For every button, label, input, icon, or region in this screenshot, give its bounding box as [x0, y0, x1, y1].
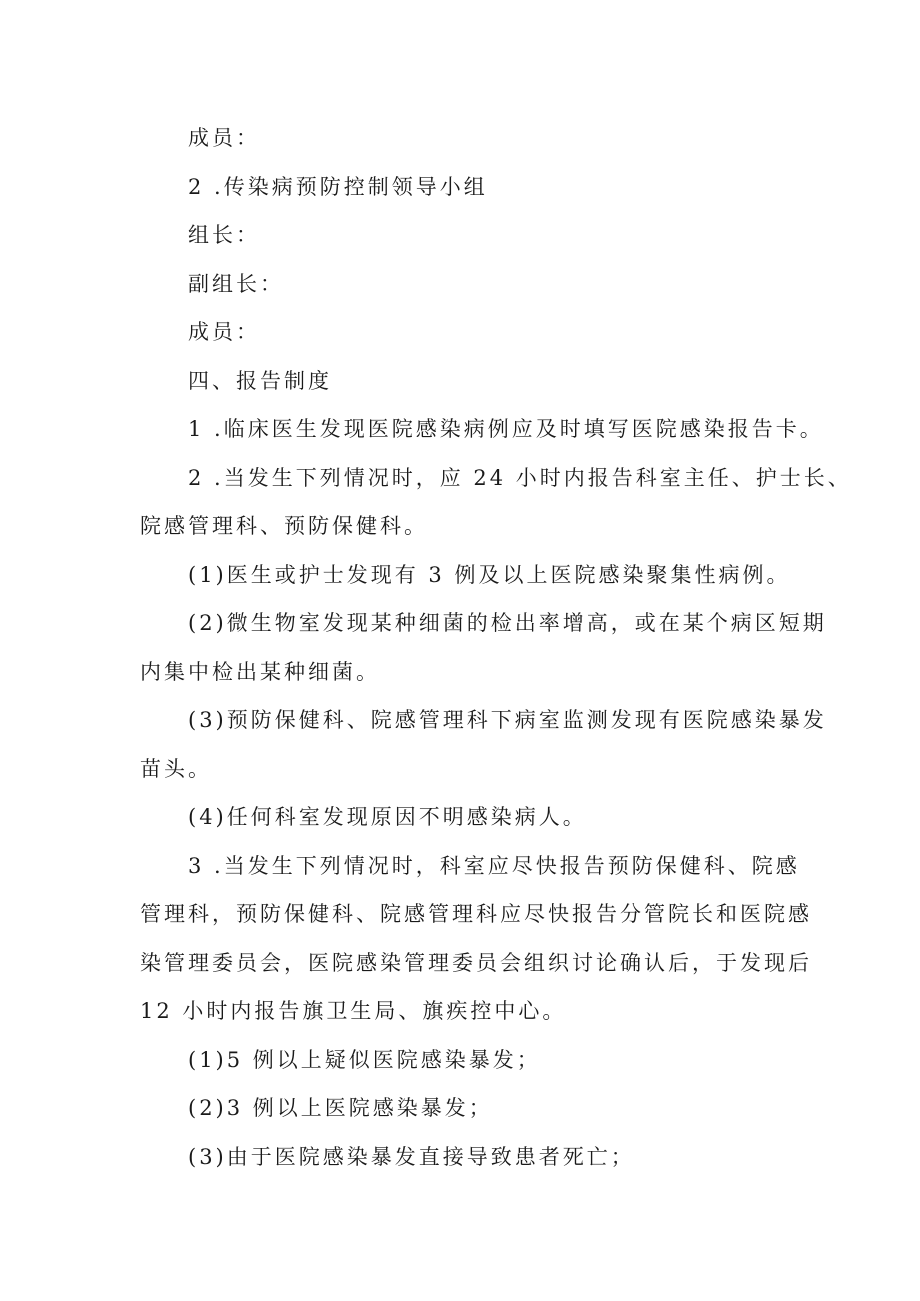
- text-line-leader: 组长：: [188, 223, 260, 247]
- sub-item-3-1: (1)5 例以上疑似医院感染暴发；: [188, 1048, 541, 1072]
- paragraph-item-3-cont-3: 12 小时内报告旗卫生局、旗疾控中心。: [140, 999, 567, 1023]
- paragraph-item-3-cont-2: 染管理委员会，医院感染管理委员会组织讨论确认后，于发现后: [140, 951, 812, 975]
- sub-item-3-3: (3)由于医院感染暴发直接导致患者死亡；: [188, 1145, 635, 1169]
- paragraph-item-3-cont-1: 管理科，预防保健科、院感管理科应尽快报告分管院长和医院感: [140, 902, 812, 926]
- paragraph-item-3: 3 .当发生下列情况时，科室应尽快报告预防保健科、院感: [188, 854, 800, 878]
- text-line-members-2: 成员：: [188, 320, 260, 344]
- text-line-members-1: 成员：: [188, 126, 260, 150]
- section-heading-reporting: 四、报告制度: [188, 369, 332, 393]
- sub-item-2-1: (1)医生或护士发现有 3 例及以上医院感染聚集性病例。: [188, 563, 791, 587]
- sub-item-2-2: (2)微生物室发现某种细菌的检出率增高，或在某个病区短期: [188, 611, 827, 635]
- sub-item-2-3: (3)预防保健科、院感管理科下病室监测发现有医院感染暴发: [188, 708, 827, 732]
- sub-item-2-3-cont: 苗头。: [140, 757, 212, 781]
- paragraph-item-1: 1 .临床医生发现医院感染病例应及时填写医院感染报告卡。: [188, 417, 824, 441]
- text-line-deputy-leader: 副组长：: [188, 272, 284, 296]
- paragraph-item-2-cont: 院感管理科、预防保健科。: [140, 514, 428, 538]
- sub-item-2-2-cont: 内集中检出某种细菌。: [140, 660, 380, 684]
- heading-infectious-disease-group: 2 .传染病预防控制领导小组: [188, 175, 488, 199]
- paragraph-item-2: 2 .当发生下列情况时，应 24 小时内报告科室主任、护士长、: [188, 466, 852, 490]
- sub-item-2-4: (4)任何科室发现原因不明感染病人。: [188, 805, 587, 829]
- sub-item-3-2: (2)3 例以上医院感染暴发；: [188, 1096, 493, 1120]
